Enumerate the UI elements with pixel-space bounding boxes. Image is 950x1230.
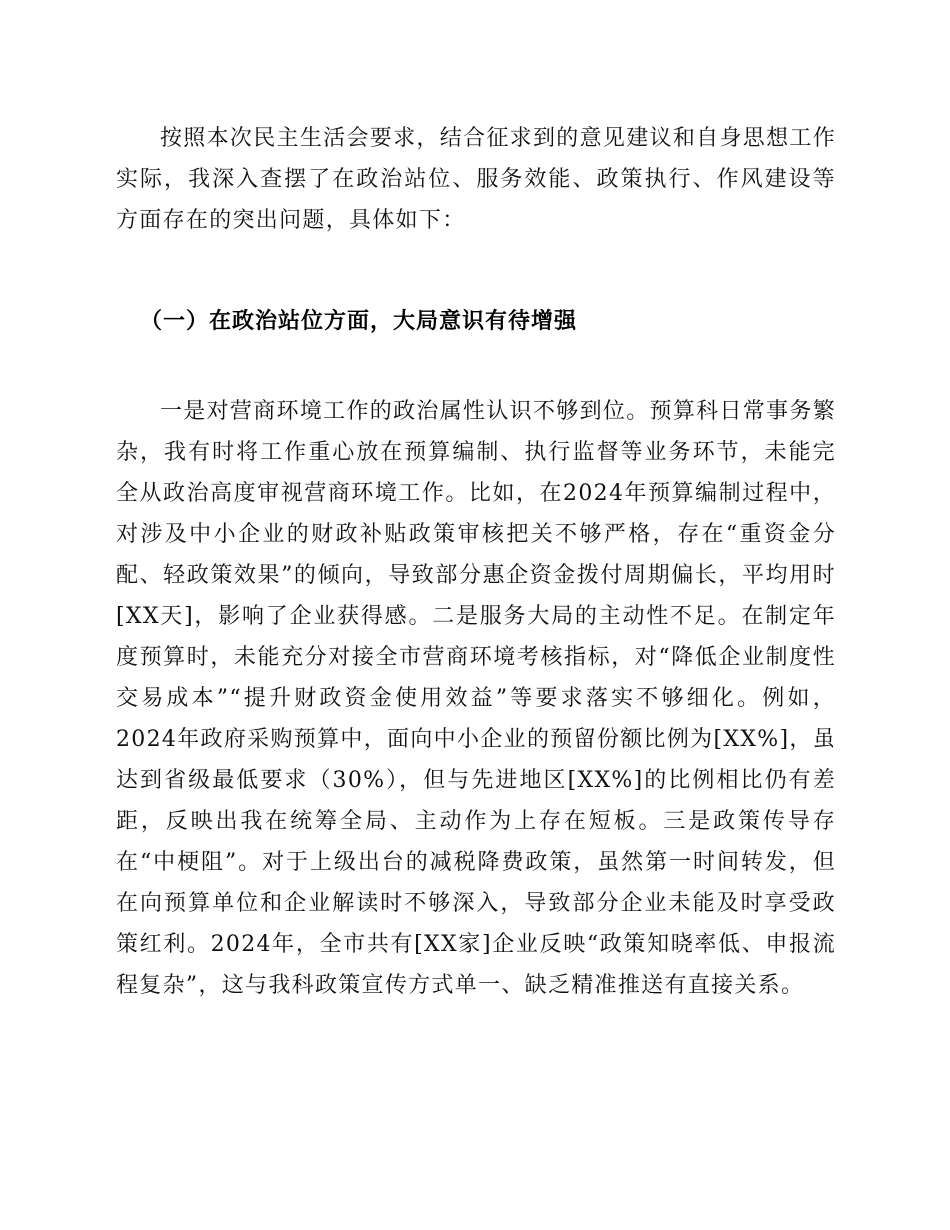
- section-heading: （一）在政治站位方面，大局意识有待增强: [140, 309, 578, 334]
- body-paragraph: 一是对营商环境工作的政治属性认识不够到位。预算科日常事务繁杂，我有时将工作重心放在预算编制、执行监督等业务环节，未能完全从政治高度审视营商环境工作。比如，在2024年预算编制过程中，对涉及中小企业的财政补贴政策审核把关不够严格，存在“重资金分配、轻政策效果”的倾向，导致部分惠企资金拨付周期偏长，平均用时[XX天]，影响了企业获得感。二是服务大局的主动性不足。在制定年度预算时，未能充分对接全市营商环境考核指标，对“降低企业制度性交易成本”“提升财政资金使用效益”等要求落实不够细化。例如，2024年政府采购预算中，面向中小企业的预留份额比例为[XX%]，虽达到省级最低要求（30%），但与先进地区[XX%]的比例相比仍有差距，反映出我在统筹全局、主动作为上存在短板。三是政策传导存在“中梗阻”。对于上级出台的减税降费政策，虽然第一时间转发，但在向预算单位和企业解读时不够深入，导致部分企业未能及时享受政策红利。2024年，全市共有[XX家]企业反映“政策知晓率低、申报流程复杂”，这与我科政策宣传方式单一、缺乏精准推送有直接关系。: [116, 399, 836, 998]
- body-paragraph-block: [116, 391, 836, 1006]
- intro-paragraph: 按照本次民主生活会要求，结合征求到的意见建议和自身思想工作实际，我深入查摆了在政治站位、服务效能、政策执行、作风建设等方面存在的突出问题，具体如下：: [116, 126, 836, 233]
- intro-paragraph-block: [116, 118, 836, 241]
